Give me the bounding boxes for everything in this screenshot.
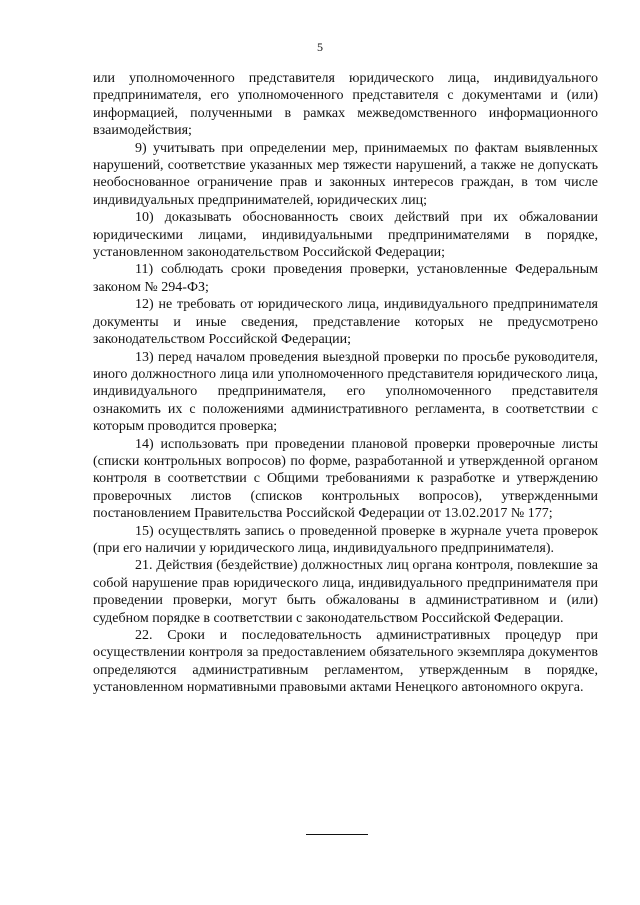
paragraph-item-11: 11) соблюдать сроки проведения проверки, установленные Федеральным законом № 294-ФЗ;	[93, 262, 598, 295]
paragraph-item-13: 13) перед началом проведения выездной проверки по просьбе руководителя, иного должностного лица или уполномоченного представителя юридического лица, индивидуального предпринимателя, его уполномоченного представителя ознакомить их с положениями административного регламента, в соответствии с которым проводится проверка;	[93, 349, 598, 435]
paragraph-item-10: 10) доказывать обоснованность своих действий при их обжаловании юридическими лицами, индивидуальными предпринимателями в порядке, установленном законодательством Российской Федерации;	[93, 210, 598, 261]
page-number: 5	[317, 40, 323, 54]
paragraph-continuation: или уполномоченного представителя юридического лица, индивидуального предпринимателя, его уполномоченного представителя с документами и (или) информацией, полученными в рамках межведомственного информационного взаимодействия;	[93, 71, 598, 139]
document-body	[93, 70, 598, 697]
paragraph-item-9: 9) учитывать при определении мер, принимаемых по фактам выявленных нарушений, соответствие указанных мер тяжести нарушений, а также не допускать необоснованное ограничение прав и законных интересов граждан, в том числе индивидуальных предпринимателей, юридических лиц;	[93, 140, 598, 208]
paragraph-item-14: 14) использовать при проведении плановой проверки проверочные листы (списки контрольных вопросов) по форме, разработанной и утвержденной органом контроля в соответствии с Общими требованиями к разработке и утверждению проверочных листов (списков контрольных вопросов), утвержденными постановлением Правительства Российской Федерации от 13.02.2017 № 177;	[93, 436, 598, 522]
paragraph-item-15: 15) осуществлять запись о проведенной проверке в журнале учета проверок (при его наличии у юридического лица, индивидуального предпринимателя).	[93, 523, 598, 556]
end-divider-line	[306, 834, 368, 835]
paragraph-section-21: 21. Действия (бездействие) должностных лиц органа контроля, повлекшие за собой нарушение прав юридического лица, индивидуального предпринимателя при проведении проверки, могут быть обжалованы в административном и (или) судебном порядке в соответствии с законодательством Российской Федерации.	[93, 558, 598, 626]
paragraph-item-12: 12) не требовать от юридического лица, индивидуального предпринимателя документы и иные сведения, представление которых не предусмотрено законодательством Российской Федерации;	[93, 297, 598, 348]
paragraph-section-22: 22. Сроки и последовательность административных процедур при осуществлении контроля за предоставлением обязательного экземпляра документов определяются административным регламентом, утвержденным в порядке, установленном нормативными правовыми актами Ненецкого автономного округа.	[93, 628, 598, 696]
